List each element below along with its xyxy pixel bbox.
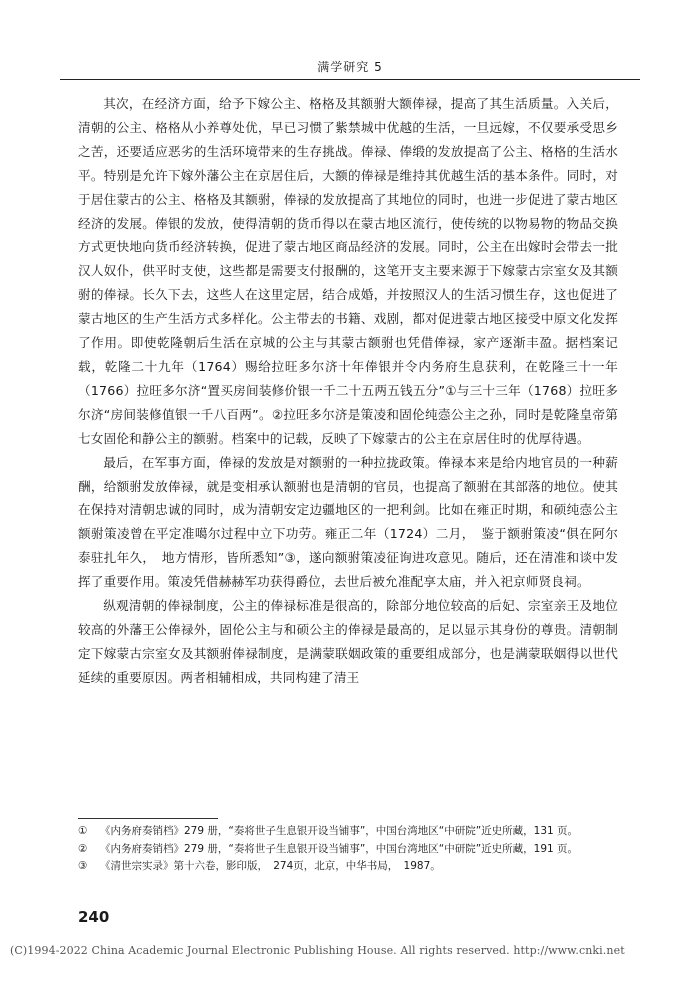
footnote-2 — [78, 841, 623, 859]
footnote-mark: ③ — [78, 860, 88, 872]
paragraph-economy: 其次，在经济方面，给予下嫁公主、格格及其额驸大额俸禄，提高了其生活质量。入关后，清朝的公主、格格从小养尊处优，早已习惯了紫禁城中优越的生活，一旦远嫁，不仅要承受思乡之苦，还要适应恶劣的生活环境带来的生存挑战。俸禄、俸缎的发放提高了公主、格格的生活水平。特别是允许下嫁外藩公主在京居住后，大额的俸禄是维持其优越生活的基本条件。同时，对于居住蒙古的公主、格格及其额驸，俸禄的发放提高了其地位的同时，也进一步促进了蒙古地区经济的发展。俸银的发放，使得清朝的货币得以在蒙古地区流行，使传统的以物易物的物品交换方式更快地向货币经济转换，促进了蒙古地区商品经济的发展。同时，公主在出嫁时会带去一批汉人奴仆，供平时支使，这些都是需要支付报酬的，这笔开支主要来源于下嫁蒙古宗室女及其额驸的俸禄。长久下去，这些人在这里定居，结合成婚，并按照汉人的生活习惯生存，这也促进了蒙古地区的生产生活方式多样化。公主带去的书籍、戏剧，都对促进蒙古地区接受中原文化发挥了作用。即使乾隆朝后生活在京城的公主与其蒙古额驸也凭借俸禄，家产逐渐丰盈。据档案记载，乾隆二十九年（1764）赐给拉旺多尔济十年俸银并令内务府生息获利，在乾隆三十一年（1766）拉旺多尔济“置买房间装修价银一千二十五两五钱五分”①与三十三年（1768）拉旺多尔济“房间装修值银一千八百两”。②拉旺多尔济是策凌和固伦纯悫公主之孙，同时是乾隆皇帝第七女固伦和静公主的额驸。档案中的记载，反映了下嫁蒙古的公主在京居住时的优厚待遇。 — [78, 96, 618, 446]
article-body — [78, 92, 618, 690]
header-rule — [60, 79, 640, 80]
footnotes — [78, 823, 623, 876]
footnote-mark: ② — [78, 842, 88, 855]
copyright-line: (C)1994-2022 China Academic Journal Electronic Publishing House. All rights reserved. http://www.cnki.net — [10, 944, 625, 957]
paragraph-summary: 纵观清朝的俸禄制度，公主的俸禄标准是很高的，除部分地位较高的后妃、宗室亲王及地位较高的外藩王公俸禄外，固伦公主与和硕公主的俸禄是最高的，足以显示其身份的尊贵。清朝制定下嫁蒙古宗室女及其额驸俸禄制度，是满蒙联姻政策的重要组成部分，也是满蒙联姻得以世代延续的重要原因。两者相辅相成，共同构建了清王 — [78, 598, 618, 685]
page-number: 240 — [78, 908, 110, 926]
footnote-mark: ① — [78, 825, 88, 837]
footnote-1 — [78, 823, 623, 841]
running-header: 满学研究 5 — [317, 60, 383, 74]
footnote-3 — [78, 858, 623, 876]
footnote-text: 《内务府奏销档》279 册，“奏将世子生息银开设当铺事”，中国台湾地区“中研院”近史所藏，131 页。 — [100, 825, 579, 837]
footnote-text: 《内务府奏销档》279 册，“奏将世子生息银开设当铺事”，中国台湾地区“中研院”近史所藏，191 页。 — [100, 842, 579, 855]
paragraph-military: 最后，在军事方面，俸禄的发放是对额驸的一种拉拢政策。俸禄本来是给内地官员的一种薪酬，给额驸发放俸禄，就是变相承认额驸也是清朝的官员，也提高了额驸在其部落的地位。使其在保持对清朝忠诚的同时，成为清朝安定边疆地区的一把利剑。比如在雍正时期，和硕纯悫公主额驸策凌曾在平定准噶尔过程中立下功劳。雍正二年（1724）二月， 鉴于额驸策凌“俱在阿尔泰驻扎年久， 地方情形，皆所悉知”③，遂向额驸策凌征询进攻意见。随后，还在清准和谈中发挥了重要作用。策凌凭借赫赫军功获得爵位，去世后被允准配享太庙，并入祀京师贤良祠。 — [78, 454, 618, 590]
footnote-text: 《清世宗实录》第十六卷，影印版， 274页，北京，中华书局， 1987。 — [100, 860, 441, 872]
footnote-rule — [78, 818, 218, 819]
